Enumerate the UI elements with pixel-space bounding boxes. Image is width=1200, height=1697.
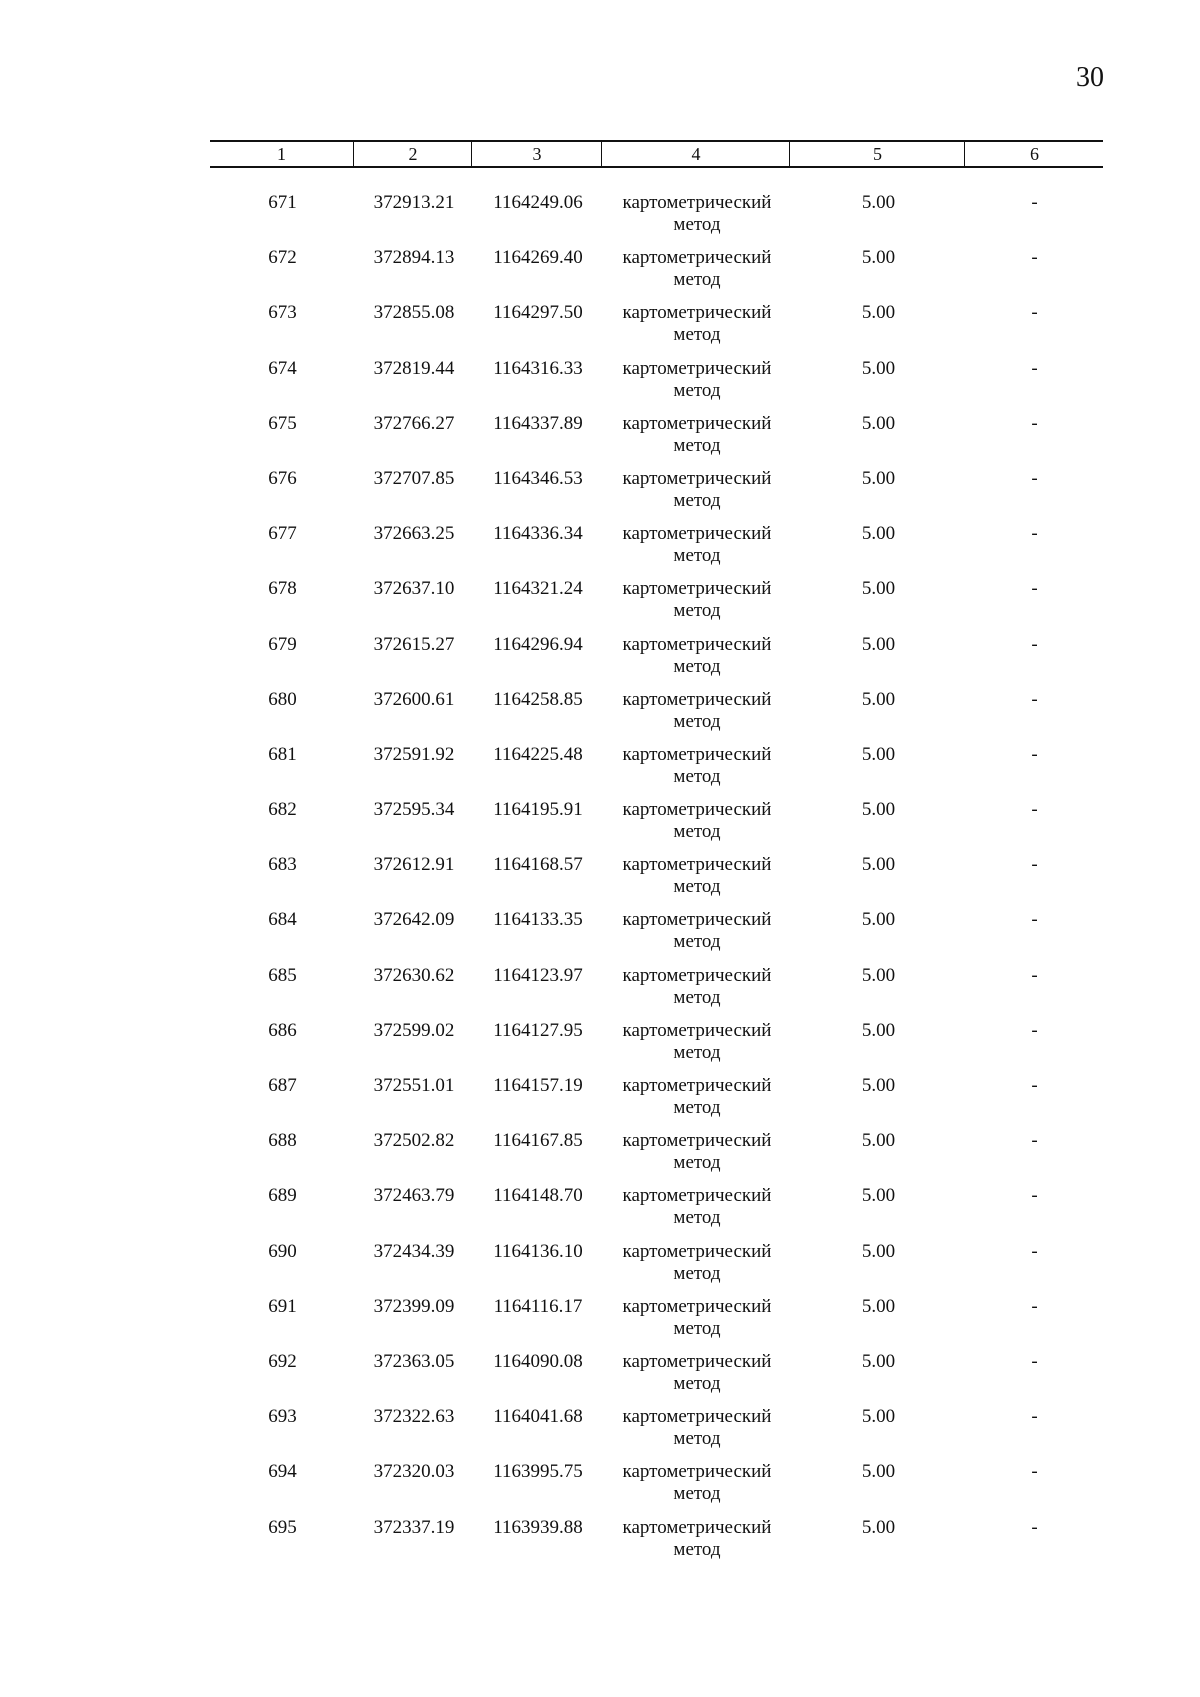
- note-cell: -: [1031, 1295, 1038, 1317]
- note-cell: -: [1031, 357, 1038, 379]
- coordinate-x-cell: 372591.92: [373, 743, 455, 765]
- accuracy-cell: 5.00: [861, 1350, 896, 1372]
- table-row: [210, 413, 1103, 468]
- point-number-cell: 677: [268, 523, 297, 545]
- coordinate-y-cell: 1164168.57: [493, 854, 583, 876]
- note-cell: -: [1031, 1516, 1038, 1538]
- point-number-cell: 676: [268, 467, 297, 489]
- method-line-2: метод: [673, 324, 721, 346]
- method-line-2: метод: [673, 600, 721, 622]
- coordinate-x-cell: 372337.19: [373, 1516, 455, 1538]
- method-cell: [603, 1351, 791, 1395]
- method-line-2: метод: [673, 434, 721, 456]
- coordinate-y-cell: 1164316.33: [493, 357, 583, 379]
- method-line-2: метод: [673, 545, 721, 567]
- method-cell: [603, 468, 791, 512]
- method-cell: [603, 192, 791, 236]
- coordinate-x-cell: 372707.85: [373, 467, 455, 489]
- method-line-1: картометрический: [622, 1350, 772, 1372]
- point-number-cell: 687: [268, 1075, 297, 1096]
- point-number-cell: 686: [268, 1019, 297, 1041]
- method-cell: [603, 854, 791, 898]
- coordinate-y-cell: 1164337.89: [493, 412, 583, 434]
- accuracy-cell: 5.00: [861, 523, 896, 545]
- method-line-1: картометрический: [622, 578, 772, 600]
- table-row: [210, 1020, 1103, 1075]
- coordinate-y-cell: 1163939.88: [493, 1516, 583, 1538]
- method-line-1: картометрический: [622, 1240, 772, 1262]
- method-line-2: метод: [673, 655, 721, 677]
- accuracy-cell: 5.00: [861, 1516, 896, 1538]
- coordinate-y-cell: 1163995.75: [493, 1461, 583, 1483]
- table-header: [210, 140, 1103, 168]
- method-cell: [603, 799, 791, 843]
- coordinate-x-cell: 372551.01: [373, 1075, 455, 1096]
- point-number-cell: 685: [268, 964, 297, 986]
- accuracy-cell: 5.00: [861, 964, 896, 986]
- table-row: [210, 909, 1103, 964]
- coordinate-x-cell: 372502.82: [373, 1130, 455, 1152]
- table-row: [210, 634, 1103, 689]
- column-header-4: 4: [603, 142, 790, 166]
- coordinate-x-cell: 372322.63: [373, 1406, 455, 1428]
- method-line-2: метод: [673, 986, 721, 1008]
- coordinate-x-cell: 372615.27: [373, 633, 455, 655]
- table-row: [210, 744, 1103, 799]
- coordinate-x-cell: 372766.27: [373, 412, 455, 434]
- point-number-cell: 671: [268, 192, 297, 213]
- method-line-1: картометрический: [622, 854, 772, 876]
- column-header-3: 3: [473, 142, 602, 166]
- method-line-1: картометрический: [622, 909, 772, 931]
- accuracy-cell: 5.00: [861, 412, 896, 434]
- table-row: [210, 1406, 1103, 1461]
- table-row: [210, 578, 1103, 633]
- accuracy-cell: 5.00: [861, 357, 896, 379]
- table-row: [210, 1130, 1103, 1185]
- method-line-2: метод: [673, 214, 721, 235]
- method-line-1: картометрический: [622, 302, 772, 324]
- point-number-cell: 674: [268, 357, 297, 379]
- coordinate-y-cell: 1164123.97: [493, 964, 583, 986]
- coordinate-y-cell: 1164336.34: [493, 523, 583, 545]
- method-line-1: картометрический: [622, 799, 772, 821]
- method-line-1: картометрический: [622, 1461, 772, 1483]
- method-line-1: картометрический: [622, 1295, 772, 1317]
- coordinate-x-cell: 372663.25: [373, 523, 455, 545]
- note-cell: -: [1031, 1461, 1038, 1483]
- accuracy-cell: 5.00: [861, 1240, 896, 1262]
- method-cell: [603, 744, 791, 788]
- point-number-cell: 682: [268, 799, 297, 821]
- note-cell: -: [1031, 1130, 1038, 1152]
- note-cell: -: [1031, 412, 1038, 434]
- coordinate-y-cell: 1164157.19: [493, 1075, 583, 1096]
- note-cell: -: [1031, 688, 1038, 710]
- method-line-1: картометрический: [622, 247, 772, 269]
- note-cell: -: [1031, 1350, 1038, 1372]
- method-cell: [603, 634, 791, 678]
- method-line-1: картометрический: [622, 1516, 772, 1538]
- method-cell: [603, 523, 791, 567]
- coordinate-x-cell: 372642.09: [373, 909, 455, 931]
- table-row: [210, 1185, 1103, 1240]
- table-row: [210, 689, 1103, 744]
- column-header-2: 2: [355, 142, 472, 166]
- coordinate-x-cell: 372894.13: [373, 247, 455, 269]
- table-row: [210, 468, 1103, 523]
- accuracy-cell: 5.00: [861, 302, 896, 324]
- coordinate-y-cell: 1164133.35: [493, 909, 583, 931]
- table-row: [210, 247, 1103, 302]
- method-cell: [603, 965, 791, 1009]
- table-row: [210, 1241, 1103, 1296]
- table-row: [210, 1075, 1103, 1130]
- coordinate-x-cell: 372855.08: [373, 302, 455, 324]
- method-cell: [603, 909, 791, 953]
- method-line-2: метод: [673, 710, 721, 732]
- method-line-1: картометрический: [622, 1406, 772, 1428]
- note-cell: -: [1031, 633, 1038, 655]
- coordinate-y-cell: 1164148.70: [493, 1185, 583, 1207]
- accuracy-cell: 5.00: [861, 909, 896, 931]
- coordinate-y-cell: 1164195.91: [493, 799, 583, 821]
- method-line-1: картометрический: [622, 633, 772, 655]
- method-line-1: картометрический: [622, 964, 772, 986]
- page-number: 30: [1076, 62, 1104, 93]
- method-line-1: картометрический: [622, 1075, 772, 1096]
- accuracy-cell: 5.00: [861, 633, 896, 655]
- point-number-cell: 694: [268, 1461, 297, 1483]
- point-number-cell: 692: [268, 1350, 297, 1372]
- column-header-1: 1: [210, 142, 354, 166]
- accuracy-cell: 5.00: [861, 688, 896, 710]
- method-line-1: картометрический: [622, 1185, 772, 1207]
- method-cell: [603, 1130, 791, 1174]
- note-cell: -: [1031, 799, 1038, 821]
- coordinate-y-cell: 1164258.85: [493, 688, 583, 710]
- coordinate-x-cell: 372434.39: [373, 1240, 455, 1262]
- coordinate-x-cell: 372913.21: [373, 192, 455, 213]
- table-row: [210, 1351, 1103, 1406]
- method-line-2: метод: [673, 269, 721, 291]
- method-cell: [603, 413, 791, 457]
- table-row: [210, 302, 1103, 357]
- coordinate-y-cell: 1164249.06: [493, 192, 583, 213]
- method-line-2: метод: [673, 1097, 721, 1118]
- accuracy-cell: 5.00: [861, 799, 896, 821]
- method-line-2: метод: [673, 1152, 721, 1174]
- method-cell: [603, 1020, 791, 1064]
- method-line-2: метод: [673, 765, 721, 787]
- coordinate-x-cell: 372399.09: [373, 1295, 455, 1317]
- coordinate-y-cell: 1164296.94: [493, 633, 583, 655]
- column-header-6: 6: [1030, 144, 1039, 164]
- note-cell: -: [1031, 1406, 1038, 1428]
- accuracy-cell: 5.00: [861, 247, 896, 269]
- coordinate-x-cell: 372595.34: [373, 799, 455, 821]
- point-number-cell: 693: [268, 1406, 297, 1428]
- coordinate-y-cell: 1164041.68: [493, 1406, 583, 1428]
- method-cell: [603, 1406, 791, 1450]
- note-cell: -: [1031, 467, 1038, 489]
- note-cell: -: [1031, 247, 1038, 269]
- coordinate-y-cell: 1164225.48: [493, 743, 583, 765]
- method-line-2: метод: [673, 876, 721, 898]
- point-number-cell: 695: [268, 1516, 297, 1538]
- method-cell: [603, 1461, 791, 1505]
- table-row: [210, 523, 1103, 578]
- method-line-1: картометрический: [622, 357, 772, 379]
- point-number-cell: 688: [268, 1130, 297, 1152]
- method-line-2: метод: [673, 379, 721, 401]
- method-line-1: картометрический: [622, 412, 772, 434]
- method-cell: [603, 689, 791, 733]
- method-cell: [603, 1075, 791, 1119]
- note-cell: -: [1031, 1185, 1038, 1207]
- note-cell: -: [1031, 743, 1038, 765]
- accuracy-cell: 5.00: [861, 1461, 896, 1483]
- coordinate-y-cell: 1164090.08: [493, 1350, 583, 1372]
- accuracy-cell: 5.00: [861, 1130, 896, 1152]
- accuracy-cell: 5.00: [861, 743, 896, 765]
- method-line-1: картометрический: [622, 192, 772, 213]
- coordinate-y-cell: 1164346.53: [493, 467, 583, 489]
- table-row: [210, 192, 1103, 247]
- note-cell: -: [1031, 964, 1038, 986]
- method-cell: [603, 1296, 791, 1340]
- point-number-cell: 691: [268, 1295, 297, 1317]
- coordinate-y-cell: 1164116.17: [493, 1295, 583, 1317]
- point-number-cell: 689: [268, 1185, 297, 1207]
- method-cell: [603, 1241, 791, 1285]
- table-row: [210, 1296, 1103, 1351]
- accuracy-cell: 5.00: [861, 1185, 896, 1207]
- method-line-2: метод: [673, 1372, 721, 1394]
- coordinate-x-cell: 372612.91: [373, 854, 455, 876]
- table-row: [210, 965, 1103, 1020]
- method-line-2: метод: [673, 1428, 721, 1450]
- coordinate-x-cell: 372637.10: [373, 578, 455, 600]
- accuracy-cell: 5.00: [861, 578, 896, 600]
- point-number-cell: 681: [268, 743, 297, 765]
- note-cell: -: [1031, 302, 1038, 324]
- method-line-2: метод: [673, 1317, 721, 1339]
- table-row: [210, 1461, 1103, 1516]
- method-line-2: метод: [673, 1262, 721, 1284]
- table-row: [210, 358, 1103, 413]
- accuracy-cell: 5.00: [861, 1295, 896, 1317]
- coordinate-y-cell: 1164297.50: [493, 302, 583, 324]
- accuracy-cell: 5.00: [861, 192, 896, 213]
- note-cell: -: [1031, 1240, 1038, 1262]
- point-number-cell: 679: [268, 633, 297, 655]
- method-line-2: метод: [673, 1041, 721, 1063]
- note-cell: -: [1031, 578, 1038, 600]
- note-cell: -: [1031, 1075, 1038, 1096]
- accuracy-cell: 5.00: [861, 1075, 896, 1096]
- coordinate-y-cell: 1164321.24: [493, 578, 583, 600]
- point-number-cell: 672: [268, 247, 297, 269]
- accuracy-cell: 5.00: [861, 467, 896, 489]
- coordinate-x-cell: 372363.05: [373, 1350, 455, 1372]
- method-line-1: картометрический: [622, 1019, 772, 1041]
- method-line-1: картометрический: [622, 688, 772, 710]
- column-header-5: 5: [791, 142, 965, 166]
- method-line-2: метод: [673, 1538, 721, 1560]
- table-body: [210, 192, 1103, 1572]
- point-number-cell: 678: [268, 578, 297, 600]
- coordinate-y-cell: 1164167.85: [493, 1130, 583, 1152]
- accuracy-cell: 5.00: [861, 854, 896, 876]
- point-number-cell: 683: [268, 854, 297, 876]
- method-cell: [603, 302, 791, 346]
- coordinate-x-cell: 372600.61: [373, 688, 455, 710]
- point-number-cell: 680: [268, 688, 297, 710]
- method-cell: [603, 247, 791, 291]
- note-cell: -: [1031, 1019, 1038, 1041]
- method-cell: [603, 358, 791, 402]
- method-cell: [603, 1185, 791, 1229]
- point-number-cell: 673: [268, 302, 297, 324]
- coordinate-x-cell: 372630.62: [373, 964, 455, 986]
- coordinate-y-cell: 1164136.10: [493, 1240, 583, 1262]
- method-line-2: метод: [673, 489, 721, 511]
- note-cell: -: [1031, 854, 1038, 876]
- coordinate-x-cell: 372819.44: [373, 357, 455, 379]
- method-line-2: метод: [673, 931, 721, 953]
- coordinate-y-cell: 1164127.95: [493, 1019, 583, 1041]
- method-line-2: метод: [673, 1483, 721, 1505]
- point-number-cell: 684: [268, 909, 297, 931]
- coordinate-x-cell: 372320.03: [373, 1461, 455, 1483]
- method-line-1: картометрический: [622, 467, 772, 489]
- method-line-1: картометрический: [622, 743, 772, 765]
- accuracy-cell: 5.00: [861, 1406, 896, 1428]
- note-cell: -: [1031, 523, 1038, 545]
- point-number-cell: 690: [268, 1240, 297, 1262]
- method-line-1: картометрический: [622, 523, 772, 545]
- note-cell: -: [1031, 909, 1038, 931]
- table-row: [210, 1517, 1103, 1572]
- coordinate-x-cell: 372463.79: [373, 1185, 455, 1207]
- accuracy-cell: 5.00: [861, 1019, 896, 1041]
- coordinate-y-cell: 1164269.40: [493, 247, 583, 269]
- method-line-1: картометрический: [622, 1130, 772, 1152]
- method-cell: [603, 1517, 791, 1561]
- method-line-2: метод: [673, 1207, 721, 1229]
- point-number-cell: 675: [268, 412, 297, 434]
- coordinate-x-cell: 372599.02: [373, 1019, 455, 1041]
- method-line-2: метод: [673, 821, 721, 843]
- method-cell: [603, 578, 791, 622]
- table-row: [210, 799, 1103, 854]
- table-row: [210, 854, 1103, 909]
- note-cell: -: [1031, 192, 1038, 213]
